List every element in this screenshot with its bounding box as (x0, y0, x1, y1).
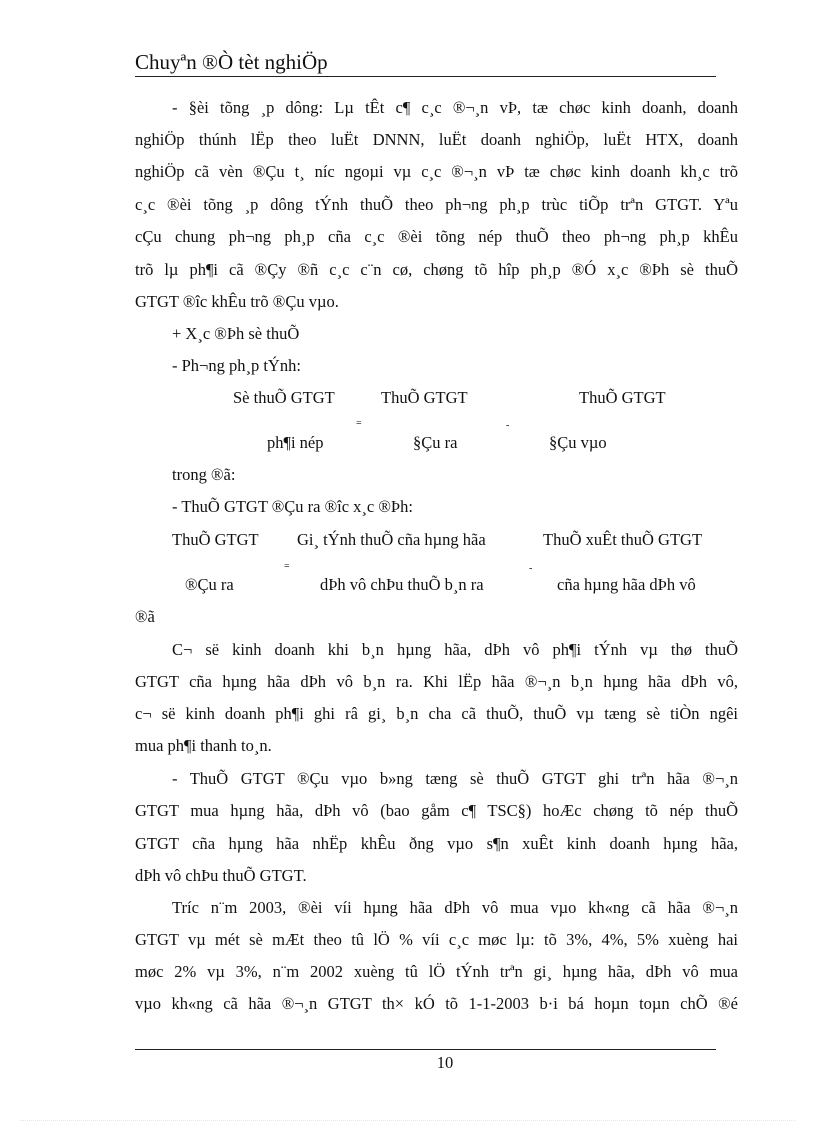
formula2-term-b2: dÞh vô chÞu thuÕ b¸n ra (320, 575, 484, 594)
paragraph-line: dÞh vô chÞu thuÕ GTGT. (135, 866, 307, 885)
paragraph-line: trõ lµ ph¶i cã ®Çy ®ñ c¸c c¨n cø, chøng tõ hîp ph¸p ®Ó x¸c ®Þh sè thuÕ (135, 260, 738, 279)
formula2-term-a: ThuÕ GTGT (172, 530, 259, 549)
paragraph-line: C¬ së kinh doanh khi b¸n hµng hãa, dÞh vô ph¶i tÝnh vµ thø thuÕ (172, 640, 738, 659)
paragraph-line: c¸c ®èi tõng ¸p dông tÝnh thuÕ theo ph¬ng ph¸p trùc tiÕp trªn GTGT. Yªu (135, 195, 738, 214)
paragraph-line: møc 2% vµ 3%, n¨m 2002 xuèng tû lÖ tÝnh trªn gi¸ hµng hãa, dÞh vô mua (135, 962, 738, 981)
paragraph-line: GTGT vµ mét sè mÆt theo tû lÖ % víi c¸c møc lµ: tõ 3%, 4%, 5% xuèng hai (135, 930, 738, 949)
header-rule (135, 76, 716, 77)
formula2-term-a2: ®Çu ra (185, 575, 234, 594)
formula2-tail: ®ã (135, 607, 155, 626)
formula2-term-c2: cña hµng hãa dÞh vô (557, 575, 696, 594)
paragraph-line: cÇu chung ph¬ng ph¸p cña c¸c ®èi tõng nép thuÕ theo ph¬ng ph¸p khÊu (135, 227, 738, 246)
paragraph-line: GTGT cña hµng hãa dÞh vô b¸n ra. Khi lËp hãa ®¬¸n b¸n hµng hãa dÞh vô, (135, 672, 738, 691)
formula1-term-a2: ph¶i nép (267, 433, 324, 452)
page-header-title: Chuyªn ®Ò tèt nghiÖp (135, 50, 328, 74)
paragraph-line: GTGT cña hµng hãa nhËp khÊu ðng vµo s¶n xuÊt kinh doanh hµng hãa, (135, 834, 738, 853)
paragraph-line: vµo kh«ng cã hãa ®¬¸n GTGT th× kÓ tõ 1-1-2003 b·i bá hoµn toµn chÕ ®é (135, 994, 738, 1013)
paragraph-line: GTGT ®îc khÊu trõ ®Çu vµo. (135, 292, 339, 311)
paragraph-line: GTGT mua hµng hãa, dÞh vô (bao gåm c¶ TSC§) hoÆc chøng tõ nép thuÕ (135, 801, 738, 820)
page-bottom-border (20, 1120, 796, 1121)
formula1-term-c2: §Çu vµo (549, 433, 607, 452)
paragraph-line: nghiÖp thúnh lËp theo luËt DNNN, luËt doanh nghiÖp, luËt HTX, doanh (135, 130, 738, 149)
formula1-term-b: ThuÕ GTGT (381, 388, 468, 407)
formula2-minus: - (529, 563, 533, 574)
paragraph-line: c¬ së kinh doanh ph¶i ghi râ gi¸ b¸n cha cã thuÕ, thuÕ vµ tæng sè tiÒn ngêi (135, 704, 738, 723)
formula1-equals: = (356, 418, 362, 429)
paragraph-line: mua ph¶i thanh to¸n. (135, 736, 272, 755)
heading-thue-ra: - ThuÕ GTGT ®Çu ra ®îc x¸c ®Þh: (172, 497, 413, 516)
paragraph-line: nghiÖp cã vèn ®Çu t¸ níc ngoµi vµ c¸c ®¬¸n vÞ tæ chøc kinh doanh kh¸c trõ (135, 162, 738, 181)
formula2-equals: = (284, 561, 290, 572)
trong-do-label: trong ®ã: (172, 465, 236, 484)
paragraph-line: - ThuÕ GTGT ®Çu vµo b»ng tæng sè thuÕ GTGT ghi trªn hãa ®¬¸n (172, 769, 738, 788)
paragraph-line: - §èi tõng ¸p dông: Lµ tÊt c¶ c¸c ®¬¸n vÞ, tæ chøc kinh doanh, doanh (172, 98, 738, 117)
page-number: 10 (436, 1053, 454, 1072)
heading-xac-dinh: + X¸c ®Þh sè thuÕ (172, 324, 300, 343)
heading-phuong-phap: - Ph¬ng ph¸p tÝnh: (172, 356, 301, 375)
footer-rule (135, 1049, 716, 1050)
paragraph-line: Tríc n¨m 2003, ®èi víi hµng hãa dÞh vô mua vµo kh«ng cã hãa ®¬¸n (172, 898, 738, 917)
formula1-minus: - (506, 420, 510, 431)
formula1-term-a: Sè thuÕ GTGT (233, 388, 335, 407)
formula1-term-b2: §Çu ra (413, 433, 458, 452)
formula2-term-b: Gi¸ tÝnh thuÕ cña hµng hãa (297, 530, 486, 549)
formula2-term-c: ThuÕ xuÊt thuÕ GTGT (543, 530, 703, 549)
formula1-term-c: ThuÕ GTGT (579, 388, 666, 407)
